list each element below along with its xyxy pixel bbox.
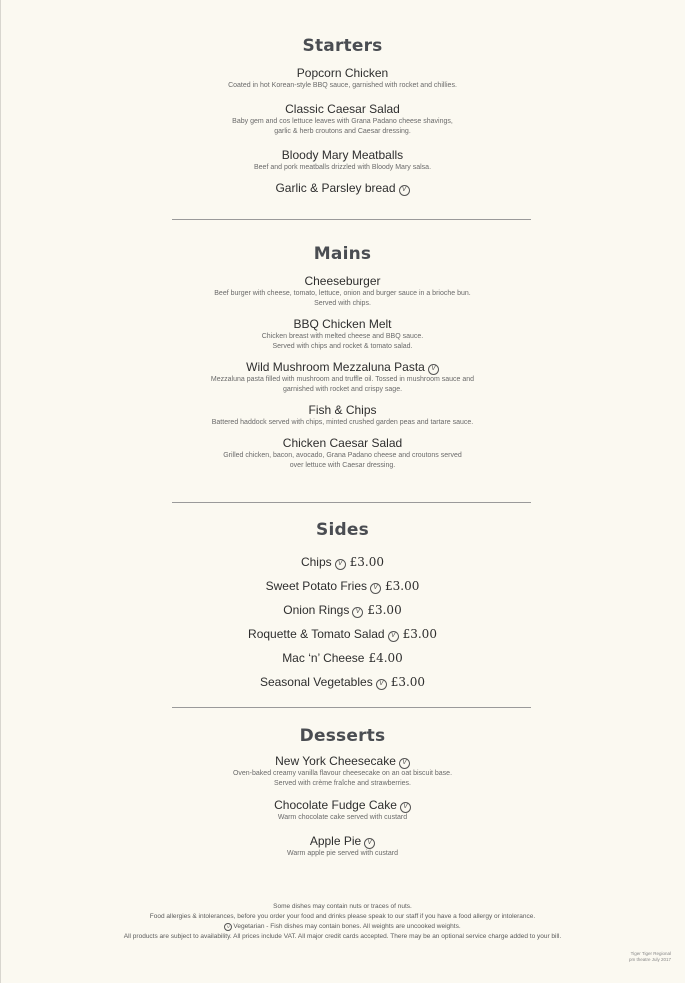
credit-line: Tiger Tiger Regional	[630, 951, 671, 956]
allergy-footer	[0, 902, 685, 942]
menu-item	[0, 436, 685, 471]
side-name: Sweet Potato Fries	[265, 579, 368, 593]
item-name-row	[0, 360, 685, 375]
side-name: Mac ‘n’ Cheese	[282, 651, 365, 665]
item-name: BBQ Chicken Melt	[293, 317, 392, 331]
item-name: Apple Pie	[309, 834, 362, 848]
side-price: £4.00	[368, 651, 403, 665]
item-description: Served with chips.	[314, 300, 371, 307]
item-name: Chicken Caesar Salad	[282, 436, 403, 450]
menu-item	[0, 403, 685, 428]
starters-title: Starters	[302, 36, 383, 56]
footer-text: Vegetarian - Fish dishes may contain bones. All weights are uncooked weights.	[233, 923, 461, 930]
side-price: £3.00	[349, 555, 385, 569]
item-description: garlic & herb croutons and Caesar dressing.	[274, 128, 411, 135]
side-item	[0, 646, 685, 670]
item-description: Grilled chicken, bacon, avocado, Grana Padano cheese and croutons served	[223, 452, 462, 459]
menu-item	[0, 148, 685, 173]
menu-item	[0, 798, 685, 823]
menu-item	[0, 102, 685, 137]
item-description: Served with crème fraîche and strawberries.	[274, 780, 411, 787]
item-description: Beef burger with cheese, tomato, lettuce, onion and burger sauce in a brioche bun.	[214, 290, 471, 297]
print-credit	[629, 951, 671, 963]
vegetarian-icon: V	[370, 583, 381, 594]
starters-section	[0, 36, 685, 196]
section-divider	[172, 219, 531, 220]
item-description: Coated in hot Korean-style BBQ sauce, garnished with rocket and chillies.	[228, 82, 457, 89]
item-name: New York Cheesecake	[275, 754, 396, 768]
side-item	[0, 670, 685, 694]
footer-line: Food allergies & intolerances, before you order your food and drinks please speak to our staff if you have a food allergy or intolerance.	[149, 913, 536, 920]
side-name: Seasonal Vegetables	[259, 675, 373, 689]
item-description: Baby gem and cos lettuce leaves with Grana Padano cheese shavings,	[232, 118, 453, 125]
sides-section	[0, 520, 685, 694]
vegetarian-icon: V	[400, 802, 411, 813]
item-name: Classic Caesar Salad	[285, 102, 400, 116]
item-description: Battered haddock served with chips, minted crushed garden peas and tartare sauce.	[211, 419, 474, 426]
mains-section	[0, 244, 685, 471]
item-description: Mezzaluna pasta filled with mushroom and truffle oil. Tossed in mushroom sauce and	[210, 376, 475, 383]
vegetarian-icon: V	[428, 364, 439, 375]
vegetarian-icon: V	[388, 631, 399, 642]
side-price: £3.00	[385, 579, 420, 593]
item-name: Popcorn Chicken	[296, 66, 389, 80]
vegetarian-icon: V	[352, 607, 363, 618]
item-name: Bloody Mary Meatballs	[281, 148, 404, 162]
item-description: garnished with rocket and crispy sage.	[282, 386, 403, 393]
vegetarian-icon: V	[399, 185, 410, 196]
item-description: Served with chips and rocket & tomato salad.	[272, 343, 413, 350]
item-name: Garlic & Parsley bread	[275, 181, 396, 195]
item-name-row	[0, 834, 685, 849]
item-description: Warm chocolate cake served with custard	[277, 814, 408, 821]
item-name: Cheeseburger	[304, 274, 381, 288]
side-item	[0, 598, 685, 622]
menu-item	[0, 181, 685, 196]
item-name: Wild Mushroom Mezzaluna Pasta	[246, 360, 425, 374]
menu-item	[0, 317, 685, 352]
item-description: over lettuce with Caesar dressing.	[289, 462, 396, 469]
side-price: £3.00	[402, 627, 437, 641]
item-name: Fish & Chips	[308, 403, 377, 417]
item-name-row	[0, 181, 685, 196]
item-description: Beef and pork meatballs drizzled with Bloody Mary salsa.	[253, 164, 432, 171]
item-description: Oven-baked creamy vanilla flavour cheesecake on an oat biscuit base.	[232, 770, 453, 777]
item-name-row	[0, 798, 685, 813]
vegetarian-icon: V	[224, 923, 232, 931]
menu-item	[0, 360, 685, 395]
section-divider	[172, 502, 531, 503]
item-description: Warm apple pie served with custard	[286, 850, 398, 857]
desserts-section	[0, 726, 685, 859]
vegetarian-icon: V	[376, 679, 387, 690]
footer-line: All products are subject to availability. All prices include VAT. All major credit cards accepted. There may be an optional service charge added to your bill.	[123, 933, 562, 940]
vegetarian-icon: V	[335, 559, 346, 570]
vegetarian-icon: V	[364, 838, 375, 849]
side-price: £3.00	[390, 675, 426, 689]
credit-line: pm theatre July 2017	[628, 957, 671, 962]
mains-title: Mains	[313, 244, 372, 264]
item-name: Chocolate Fudge Cake	[274, 798, 397, 812]
side-name: Chips	[300, 555, 332, 569]
sides-title: Sides	[316, 520, 369, 540]
side-price: £3.00	[367, 603, 402, 617]
side-item	[0, 622, 685, 646]
vegetarian-icon: V	[399, 758, 410, 769]
desserts-title: Desserts	[299, 726, 386, 746]
menu-item	[0, 754, 685, 789]
menu-item	[0, 834, 685, 859]
item-description: Chicken breast with melted cheese and BBQ sauce.	[261, 333, 424, 340]
footer-line: Some dishes may contain nuts or traces of nuts.	[273, 903, 412, 910]
side-item	[0, 574, 685, 598]
menu-item	[0, 66, 685, 91]
footer-line	[0, 922, 685, 932]
item-name-row	[0, 754, 685, 769]
side-name: Roquette & Tomato Salad	[248, 627, 385, 641]
side-item	[0, 550, 685, 574]
side-name: Onion Rings	[283, 603, 350, 617]
menu-item	[0, 274, 685, 309]
section-divider	[172, 707, 531, 708]
